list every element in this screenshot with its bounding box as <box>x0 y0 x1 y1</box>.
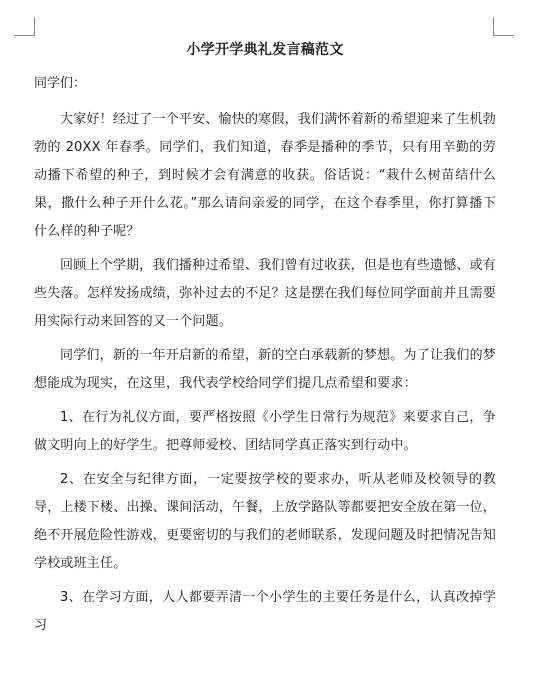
paragraph-4: 1、在行为礼仪方面，要严格按照《小学生日常行为规范》来要求自己，争做文明向上的好学生。把尊师爱校、团结同学真正落实到行动中。 <box>34 410 496 453</box>
document-page <box>34 40 496 646</box>
greeting: 同学们： <box>34 76 87 91</box>
crop-mark-top-left <box>14 17 35 36</box>
document-title: 小学开学典礼发言稿范文 <box>186 42 344 58</box>
paragraph-2: 回顾上个学期，我们播种过希望、我们曾有过收获，但是也有些遗憾、或有些失落。怎样发扬成绩，弥补过去的不足？这是摆在我们每位同学面前并且需要用实际行动来回答的又一个问题。 <box>34 258 497 329</box>
crop-mark-top-right <box>493 17 514 36</box>
paragraph-6: 3、在学习方面，人人都要弄清一个小学生的主要任务是什么，认真改掉学习 <box>34 590 496 633</box>
paragraph-5: 2、在安全与纪律方面，一定要按学校的要求办，听从老师及校领导的教导，上楼下楼、出操、课间活动，午餐，上放学路队等都要把安全放在第一位，绝不开展危险性游戏，更要密切的与我们的老师联系，发现问题及时把情况告知学校或班主任。 <box>34 472 497 571</box>
paragraph-1: 大家好！经过了一个平安、愉快的寒假，我们满怀着新的希望迎来了生机勃勃的 20XX 年春季。同学们，我们知道，春季是播种的季节，只有用辛勤的劳动播下希望的种子，到时候才会有满意的收获。俗话说：“栽什么树苗结什么果，撒什么种子开什么花。”那么请问亲爱的同学，在这个春季里，你打算播下什么样的种子呢？ <box>34 112 496 239</box>
paragraph-3: 同学们，新的一年开启新的希望，新的空白承载新的梦想。为了让我们的梦想能成为现实，在这里，我代表学校给同学们提几点希望和要求： <box>34 348 496 391</box>
